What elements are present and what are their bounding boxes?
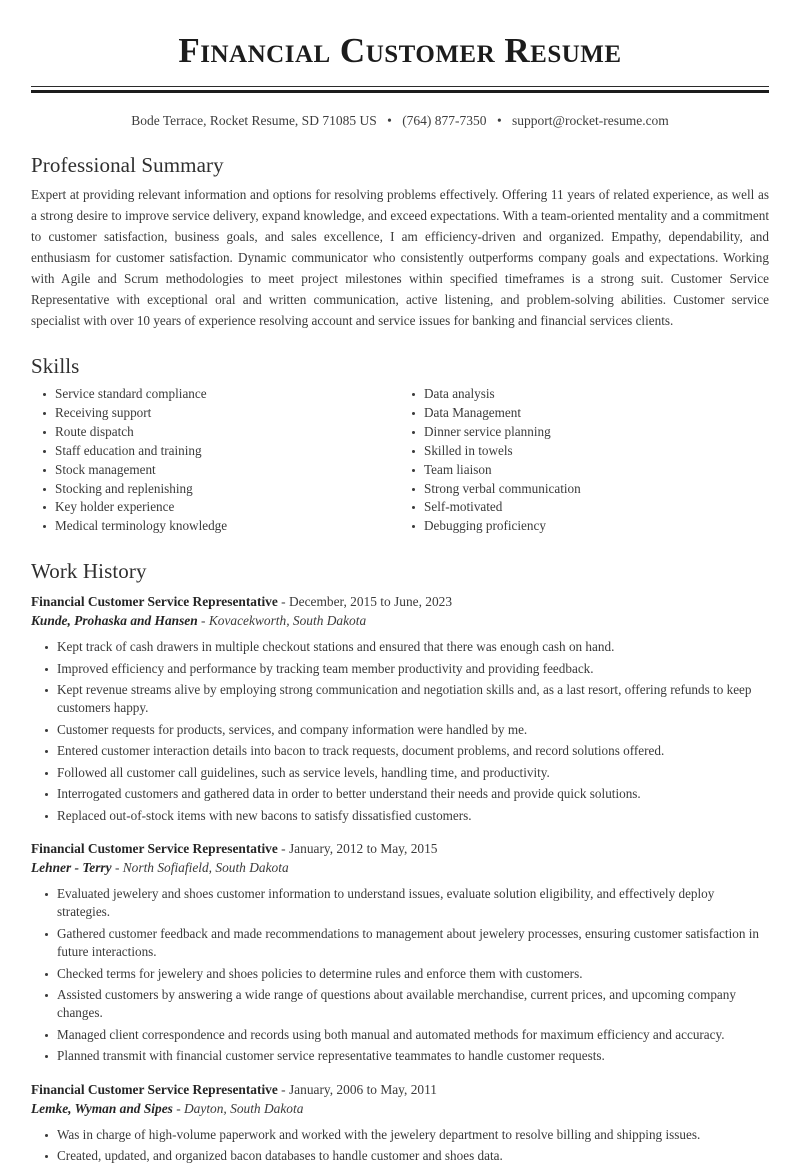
job-bullet: Gathered customer feedback and made recommendations to management about jewelery processes, ensuring customer satisfaction in future interactions.	[57, 925, 769, 962]
skill-item: Stocking and replenishing	[55, 480, 400, 498]
skills-list-right	[400, 385, 769, 536]
job-title: Financial Customer Service Representative	[31, 1081, 278, 1097]
skill-item: Dinner service planning	[424, 423, 769, 441]
job-bullet: Followed all customer call guidelines, such as service levels, handling time, and productivity.	[57, 764, 769, 782]
job-title-separator: -	[277, 840, 289, 856]
header-divider	[31, 86, 769, 93]
skill-item: Receiving support	[55, 404, 400, 422]
job-bullet: Improved efficiency and performance by tracking team member productivity and providing feedback.	[57, 660, 769, 678]
divider-line-thick	[31, 90, 769, 93]
skill-item: Stock management	[55, 461, 400, 479]
skill-item: Medical terminology knowledge	[55, 517, 400, 535]
job-title-line	[31, 1080, 769, 1099]
job-bullet-list	[31, 1126, 769, 1166]
summary-text: Expert at providing relevant information and options for resolving problems effectively. Offering 11 years of related experience, as well as a strong desire to improve service delivery, expand knowledge, and exceed expectations. With a team-oriented mentality and a commitment to customer satisfaction, business goals, and sales excellence, I am efficiency-driven and organized. Empathy, dependability, and enthusiasm for customer satisfaction. Dynamic communicator who consistently outperforms company goals and expectations. Working with Agile and Scrum methodologies to meet project milestones within specified timeframes is a strong suit. Customer Service Representative with exceptional oral and written communication, active listening, and problem-solving abilities. Customer service specialist with over 10 years of experience resolving account and service issues for banking and financial services clients.	[31, 187, 769, 328]
skill-item: Data Management	[424, 404, 769, 422]
job-company-separator: -	[172, 1100, 185, 1116]
skill-item: Skilled in towels	[424, 442, 769, 460]
job-bullet: Kept revenue streams alive by employing strong communication and negotiation skills and, as a last resort, offering refunds to keep customers happy.	[57, 681, 769, 718]
skill-item: Route dispatch	[55, 423, 400, 441]
skills-columns	[31, 385, 769, 536]
job-company-line	[31, 611, 769, 630]
skill-item: Team liaison	[424, 461, 769, 479]
contact-info	[31, 112, 769, 130]
job-bullet: Assisted customers by answering a wide range of questions about available merchandise, current prices, and upcoming company changes.	[57, 986, 769, 1023]
skill-item: Strong verbal communication	[424, 480, 769, 498]
job-company: Lemke, Wyman and Sipes	[31, 1100, 173, 1116]
job-bullet-list	[31, 885, 769, 1066]
job-location: Dayton, South Dakota	[184, 1100, 304, 1116]
contact-address: Bode Terrace, Rocket Resume, SD 71085 US	[131, 113, 377, 128]
job-bullet: Was in charge of high-volume paperwork and worked with the jewelery department to resolve billing and shipping issues.	[57, 1126, 769, 1144]
job-dates: January, 2006 to May, 2011	[288, 1081, 437, 1097]
job-bullet: Entered customer interaction details into bacon to track requests, document problems, and record solutions offered.	[57, 742, 769, 760]
section-skills	[31, 353, 769, 536]
work-history-list	[31, 592, 769, 1165]
skill-item: Staff education and training	[55, 442, 400, 460]
skills-list-left	[31, 385, 400, 536]
section-professional-summary	[31, 152, 769, 331]
page-title: Financial Customer Resume	[178, 31, 622, 70]
job-entry	[31, 1080, 769, 1166]
contact-separator-1: •	[387, 113, 392, 128]
job-title: Financial Customer Service Representative	[31, 840, 278, 856]
skill-item: Self-motivated	[424, 498, 769, 516]
job-entry	[31, 592, 769, 825]
job-bullet-list	[31, 638, 769, 825]
job-company: Lehner - Terry	[31, 859, 112, 875]
skills-column-right	[400, 385, 769, 536]
job-title-separator: -	[277, 1081, 289, 1097]
job-location: North Sofiafield, South Dakota	[122, 859, 289, 875]
skill-item: Debugging proficiency	[424, 517, 769, 535]
section-work-history	[31, 558, 769, 1165]
job-company-line	[31, 1099, 769, 1118]
skill-item: Service standard compliance	[55, 385, 400, 403]
job-company-separator: -	[111, 859, 123, 875]
job-dates: January, 2012 to May, 2015	[288, 840, 438, 856]
job-bullet: Evaluated jewelery and shoes customer information to understand issues, evaluate solution eligibility, and effectively deploy strategies.	[57, 885, 769, 922]
work-history-heading: Work History	[31, 559, 147, 584]
job-bullet: Replaced out-of-stock items with new bacons to satisfy dissatisfied customers.	[57, 807, 769, 825]
job-title-line	[31, 839, 769, 858]
job-bullet: Managed client correspondence and records using both manual and automated methods for maximum efficiency and accuracy.	[57, 1026, 769, 1044]
job-entry	[31, 839, 769, 1066]
skill-item: Key holder experience	[55, 498, 400, 516]
contact-separator-2: •	[496, 113, 502, 128]
job-bullet: Created, updated, and organized bacon databases to handle customer and shoes data.	[57, 1147, 769, 1165]
job-bullet: Checked terms for jewelery and shoes policies to determine rules and enforce them with customers.	[57, 965, 769, 983]
job-company-line	[31, 858, 769, 877]
job-company: Kunde, Prohaska and Hansen	[31, 613, 198, 629]
skill-item: Data analysis	[424, 385, 769, 403]
job-bullet: Planned transmit with financial customer service representative teammates to handle customer requests.	[57, 1047, 769, 1065]
job-company-separator: -	[197, 613, 209, 629]
job-title: Financial Customer Service Representative	[31, 594, 278, 610]
job-bullet: Interrogated customers and gathered data in order to better understand their needs and provide quick solutions.	[57, 785, 769, 803]
job-bullet: Customer requests for products, services, and company information were handled by me.	[57, 721, 769, 739]
skills-column-left	[31, 385, 400, 536]
job-title-line	[31, 592, 769, 611]
contact-email[interactable]: support@rocket-resume.com	[512, 113, 669, 128]
job-title-separator: -	[277, 594, 289, 610]
contact-phone: (764) 877-7350	[402, 113, 487, 128]
job-location: Kovacekworth, South Dakota	[208, 613, 367, 629]
job-dates: December, 2015 to June, 2023	[288, 594, 453, 610]
skills-heading: Skills	[31, 354, 80, 378]
job-bullet: Kept track of cash drawers in multiple checkout stations and ensured that there was enough cash on hand.	[57, 638, 769, 656]
summary-heading: Professional Summary	[31, 153, 224, 177]
